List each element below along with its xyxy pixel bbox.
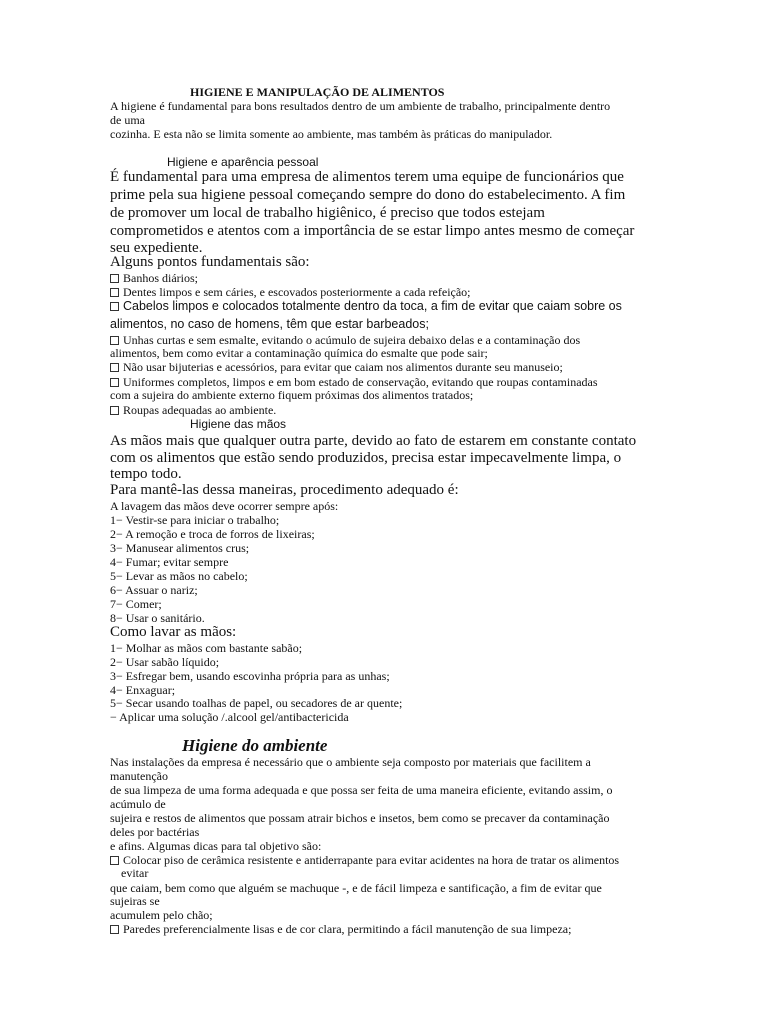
list-item: 2− Usar sabão líquido; [110,655,220,669]
environment-line: que caiam, bem como que alguém se machuque -, e de fácil limpeza e santificação, a fim de evitar que [110,881,602,895]
list-item: 1− Molhar as mãos com bastante sabão; [110,641,303,655]
intro-line: cozinha. E esta não se limita somente ao ambiente, mas também às práticas do manipulador. [110,127,553,141]
bullet-box-icon [110,288,119,297]
points-title: Alguns pontos fundamentais são: [110,254,310,270]
list-item: 6− Assuar o nariz; [110,583,198,597]
personal-paragraph-line: É fundamental para uma empresa de alimentos terem uma equipe de funcionários que [110,169,624,185]
list-item: Banhos diários; [110,271,198,286]
bullet-box-icon [110,302,119,311]
document-title: HIGIENE E MANIPULAÇÃO DE ALIMENTOS [190,85,445,99]
list-item-continuation: com a sujeira do ambiente externo fiquem próximas dos alimentos tratados; [110,388,474,402]
environment-line: evitar [121,866,149,880]
bullet-box-icon [110,406,119,415]
environment-line: acúmulo de [110,797,166,811]
hands-paragraph-line: As mãos mais que qualquer outra parte, devido ao fato de estarem em constante contato [110,433,637,449]
list-item: 3− Esfregar bem, usando escovinha própria para as unhas; [110,669,390,683]
environment-line: Nas instalações da empresa é necessário que o ambiente seja composto por materiais que facilitem a [110,755,591,769]
environment-heading: Higiene do ambiente [182,736,328,755]
bullet-box-icon [110,336,119,345]
personal-hygiene-heading: Higiene e aparência pessoal [167,155,319,169]
hands-hygiene-heading: Higiene das mãos [190,417,287,431]
list-item: Uniformes completos, limpos e em bom estado de conservação, evitando que roupas contaminadas [110,375,598,390]
environment-line: e afins. Algumas dicas para tal objetivo são: [110,839,322,853]
bullet-box-icon [110,274,119,283]
how-title: Como lavar as mãos: [110,624,237,640]
list-item: Paredes preferencialmente lisas e de cor clara, permitindo a fácil manutenção de sua limpeza; [110,922,571,937]
list-item-continuation: alimentos, bem como evitar a contaminação química do esmalte que pode sair; [110,346,488,360]
intro-line: de uma [110,113,145,127]
list-item: 1− Vestir-se para iniciar o trabalho; [110,513,280,527]
procedure-line: Para mantê-las dessa maneiras, procedimento adequado é: [110,482,459,498]
list-item-continuation: alimentos, no caso de homens, têm que estar barbeados; [110,317,429,331]
list-item: Unhas curtas e sem esmalte, evitando o acúmulo de sujeira debaixo delas e a contaminação dos [110,333,580,348]
list-item: 5− Secar usando toalhas de papel, ou secadores de ar quente; [110,696,403,710]
list-item: Cabelos limpos e colocados totalmente dentro da toca, a fim de evitar que caiam sobre os [110,299,622,313]
intro-line: A higiene é fundamental para bons resultados dentro de um ambiente de trabalho, principalmente dentro [110,99,611,113]
list-item: 4− Fumar; evitar sempre [110,555,229,569]
environment-line: manutenção [110,769,168,783]
list-item: 7− Comer; [110,597,162,611]
environment-line: de sua limpeza de uma forma adequada e que possa ser feita de uma maneira eficiente, evitando assim, o [110,783,613,797]
list-item: 3− Manusear alimentos crus; [110,541,250,555]
list-item: 2− A remoção e troca de forros de lixeiras; [110,527,315,541]
environment-line: sujeiras se [110,894,160,908]
personal-paragraph-line: seu expediente. [110,240,203,256]
list-item: 5− Levar as mãos no cabelo; [110,569,248,583]
list-item: 4− Enxaguar; [110,683,176,697]
list-item: Dentes limpos e sem cáries, e escovados posteriormente a cada refeição; [110,285,471,300]
list-item: − Aplicar uma solução /.alcool gel/antibactericida [110,710,349,724]
list-item: Não usar bijuterias e acessórios, para evitar que caiam nos alimentos durante seu manuseio; [110,360,563,375]
personal-paragraph-line: de promover um local de trabalho higiênico, é preciso que todos estejam [110,205,545,221]
bullet-box-icon [110,363,119,372]
bullet-box-icon [110,856,119,865]
environment-line: sujeira e restos de alimentos que possam atrair bichos e insetos, bem como se precaver da contaminação [110,811,610,825]
bullet-box-icon [110,378,119,387]
environment-line: deles por bactérias [110,825,200,839]
list-item: Roupas adequadas ao ambiente. [110,403,276,418]
personal-paragraph-line: prime pela sua higiene pessoal começando sempre do dono do estabelecimento. A fim [110,187,626,203]
when-title: A lavagem das mãos deve ocorrer sempre após: [110,499,339,513]
list-item: Colocar piso de cerâmica resistente e antiderrapante para evitar acidentes na hora de tratar os alimentos [110,853,619,868]
bullet-box-icon [110,925,119,934]
environment-line: acumulem pelo chão; [110,908,213,922]
personal-paragraph-line: comprometidos e atentos com a importância de se estar limpo antes mesmo de começar [110,223,635,239]
hands-paragraph-line: com os alimentos que estão sendo produzidos, precisa estar impecavelmente limpa, o [110,450,622,466]
hands-paragraph-line: tempo todo. [110,466,182,482]
list-item: 8− Usar o sanitário. [110,611,205,625]
